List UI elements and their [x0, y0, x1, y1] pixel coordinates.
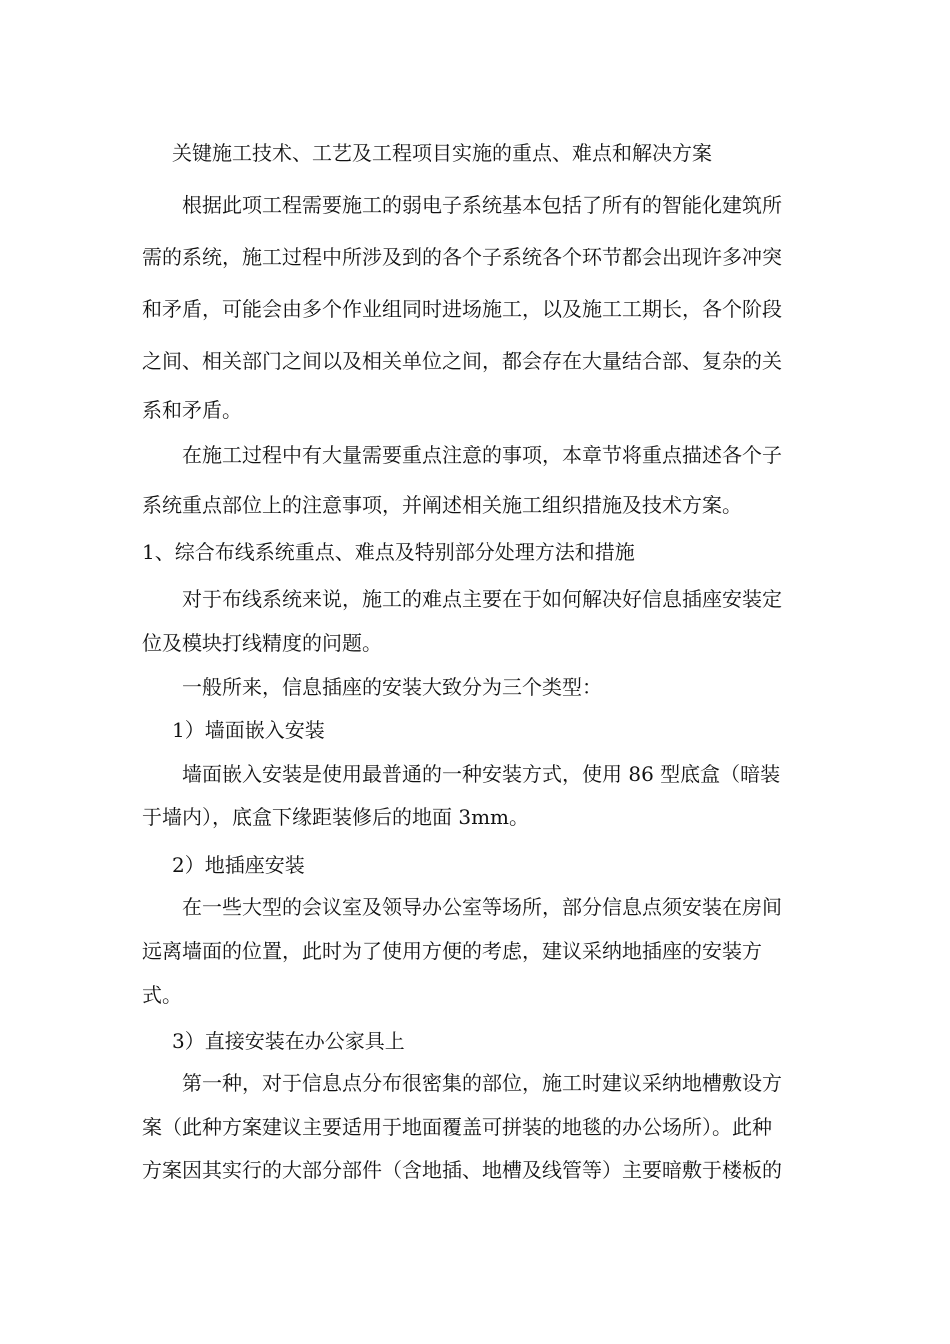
paragraph-line: 方案因其实行的大部分部件（含地插、地槽及线管等）主要暗敷于楼板的 — [142, 1158, 782, 1182]
subsection-heading: 2）地插座安装 — [172, 853, 305, 877]
paragraph-line: 系和矛盾。 — [142, 398, 242, 422]
paragraph-line: 第一种，对于信息点分布很密集的部位，施工时建议采纳地槽敷设方 — [182, 1071, 782, 1095]
paragraph-line: 根据此项工程需要施工的弱电子系统基本包括了所有的智能化建筑所 — [182, 193, 782, 217]
paragraph-line: 于墙内），底盒下缘距装修后的地面 3mm。 — [142, 805, 530, 829]
paragraph-line: 对于布线系统来说，施工的难点主要在于如何解决好信息插座安装定 — [182, 587, 782, 611]
paragraph-line: 墙面嵌入安装是使用最普通的一种安装方式，使用 86 型底盒（暗装 — [182, 762, 781, 786]
subsection-heading: 3）直接安装在办公家具上 — [172, 1029, 405, 1053]
paragraph-line: 和矛盾，可能会由多个作业组同时进场施工，以及施工工期长，各个阶段 — [142, 297, 782, 321]
paragraph-line: 远离墙面的位置，此时为了使用方便的考虑，建议采纳地插座的安装方 — [142, 939, 762, 963]
paragraph-line: 系统重点部位上的注意事项，并阐述相关施工组织措施及技术方案。 — [142, 493, 742, 517]
subsection-heading: 1）墙面嵌入安装 — [172, 718, 325, 742]
paragraph-line: 在一些大型的会议室及领导办公室等场所，部分信息点须安装在房间 — [182, 895, 782, 919]
paragraph-line: 之间、相关部门之间以及相关单位之间，都会存在大量结合部、复杂的关 — [142, 349, 782, 373]
paragraph-line: 在施工过程中有大量需要重点注意的事项，本章节将重点描述各个子 — [182, 443, 782, 467]
paragraph-line: 位及模块打线精度的问题。 — [142, 631, 382, 655]
section-heading: 1、综合布线系统重点、难点及特别部分处理方法和措施 — [142, 540, 635, 564]
paragraph-line: 案（此种方案建议主要适用于地面覆盖可拼装的地毯的办公场所）。此种 — [142, 1115, 772, 1139]
document-title: 关键施工技术、工艺及工程项目实施的重点、难点和解决方案 — [172, 141, 712, 165]
paragraph-line: 式。 — [142, 983, 182, 1007]
paragraph-line: 需的系统，施工过程中所涉及到的各个子系统各个环节都会出现许多冲突 — [142, 245, 782, 269]
paragraph-line: 一般所来，信息插座的安装大致分为三个类型： — [182, 675, 602, 699]
